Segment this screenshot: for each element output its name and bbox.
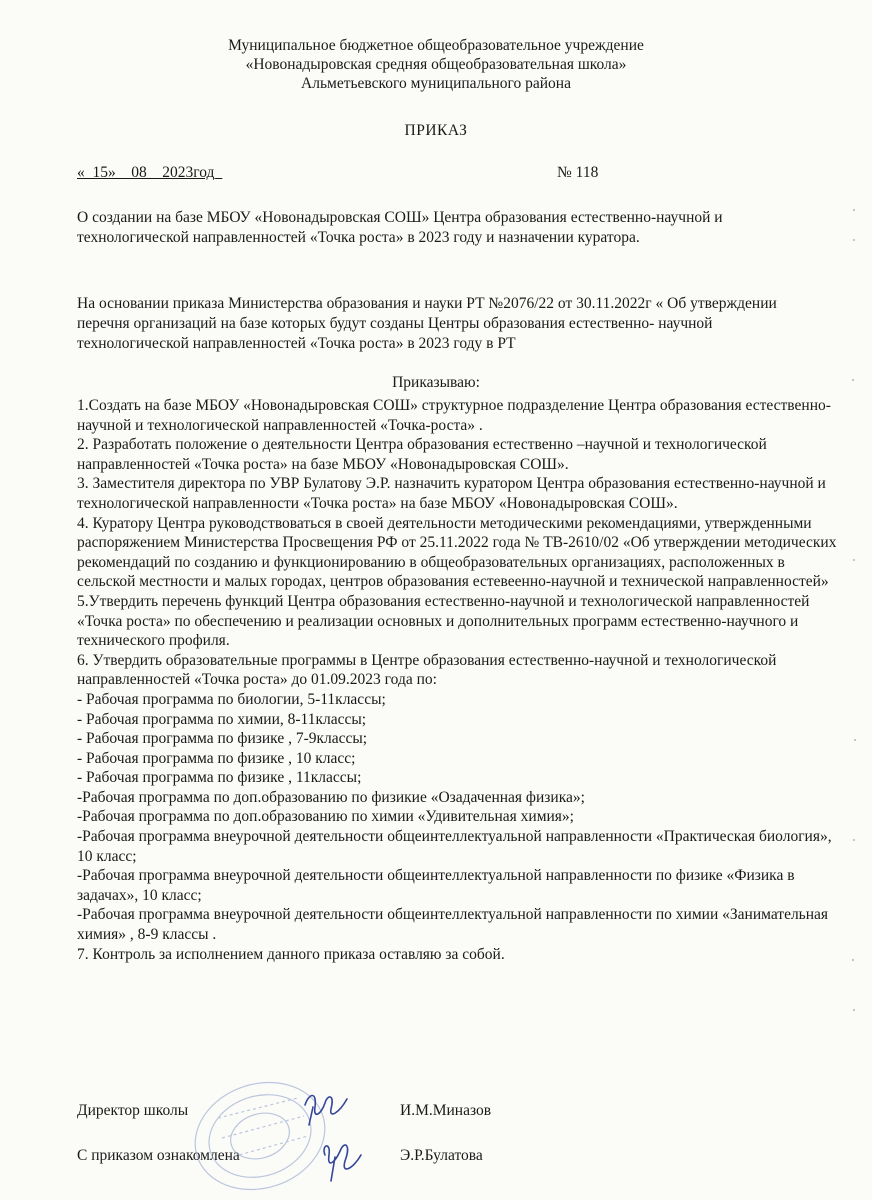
order-date: «_15»__08__2023год_: [77, 164, 223, 181]
order-item: 5.Утвердить перечень функций Центра образования естественно-научной и технологической направленностей «Точка роста» по обеспечению и реализации основных и дополнительных программ естественно-научного и технического профиля.: [77, 592, 810, 650]
order-basis: На основании приказа Министерства образования и науки РТ №2076/22 от 30.11.2022г « Об утверждении перечня организаций на базе которых будут созданы Центры образования естественно- научной технологической направленностей «Точка роста» в 2023 году в РТ: [77, 295, 777, 352]
header-line-1: Муниципальное бюджетное общеобразовательное учреждение: [228, 37, 644, 54]
order-item: 6. Утвердить образовательные программы в Центре образования естественно-научной и технологической направленностей «Точка роста» до 01.09.2023 года по:: [77, 651, 777, 689]
program-list-item: - Рабочая программа по химии, 8-11классы;: [77, 710, 367, 728]
signature-mark: [295, 1085, 375, 1195]
acknowledgement-name: Э.Р.Булатова: [400, 1147, 483, 1164]
order-items: [77, 396, 837, 964]
date-number-line: [77, 164, 797, 182]
order-number: № 118: [557, 164, 599, 181]
order-item: 2. Разработать положение о деятельности Центра образования естественно –научной и технологической направленностей «Точка роста» на базе МБОУ «Новонадыровская СОШ».: [77, 436, 767, 473]
program-list-item: -Рабочая программа внеурочной деятельности общеинтеллектуальной направленности по химии «Занимательная химия» , 8-9 классы .: [77, 906, 829, 944]
order-item: 7. Контроль за исполнением данного приказа оставляю за собой.: [77, 945, 505, 963]
header-line-2: «Новонадыровская средняя общеобразовательная школа»: [245, 56, 627, 73]
program-list-item: - Рабочая программа по физике , 7-9классы;: [77, 730, 368, 748]
order-subject: О создании на базе МБОУ «Новонадыровская СОШ» Центра образования естественно-научной и технологической направленностей «Точка роста» в 2023 году и назначении куратора.: [77, 209, 723, 246]
program-list-item: - Рабочая программа по физике , 10 класс;: [77, 749, 356, 767]
school-header: [0, 36, 872, 93]
program-list-item: -Рабочая программа внеурочной деятельности общеинтеллектуальной направленности «Практическая биология», 10 класс;: [77, 828, 832, 865]
scan-edge-marks: [848, 200, 860, 1020]
program-list-item: - Рабочая программа по биологии, 5-11классы;: [77, 690, 386, 708]
director-label: Директор школы: [77, 1102, 189, 1119]
program-list-item: -Рабочая программа по доп.образованию по физикие «Озадаченная физика»;: [77, 788, 585, 806]
document-title: ПРИКАЗ: [404, 122, 468, 139]
director-signature-row: [77, 1102, 797, 1120]
header-line-3: Альметьевского муниципального района: [301, 75, 571, 92]
program-list-item: -Рабочая программа по доп.образованию по химии «Удивительная химия»;: [77, 808, 574, 826]
director-name: И.М.Миназов: [400, 1102, 492, 1119]
order-item: 3. Заместителя директора по УВР Булатову Э.Р. назначить куратором Центра образования естественно-научной и технологической направленности «Точка роста» на базе МБОУ «Новонадыровская СОШ».: [77, 475, 826, 512]
order-directive: Приказываю:: [392, 374, 480, 391]
acknowledgement-label: С приказом ознакомлена: [77, 1147, 240, 1164]
order-item: 1.Создать на базе МБОУ «Новонадыровская СОШ» структурное подразделение Центра образования естественно- научной и технологической направленностей «Точка-роста» .: [77, 397, 831, 434]
acknowledgement-row: [77, 1147, 797, 1165]
program-list-item: -Рабочая программа внеурочной деятельности общеинтеллектуальной направленности по физике «Физика в задачах», 10 класс;: [77, 867, 795, 904]
order-item: 4. Куратору Центра руководствоваться в своей деятельности методическими рекомендациями, утвержденными распоряжением Министерства Просвещения РФ от 25.11.2022 года № ТВ-2610/02 «Об утверждении методических рекомендаций по созданию и функционированию в общеобразовательных организациях, расположенных в сельской местности и малых городах, центров образования естевеенно-научной и технической направленностей»: [77, 514, 837, 591]
program-list-item: - Рабочая программа по физике , 11классы;: [77, 769, 362, 787]
